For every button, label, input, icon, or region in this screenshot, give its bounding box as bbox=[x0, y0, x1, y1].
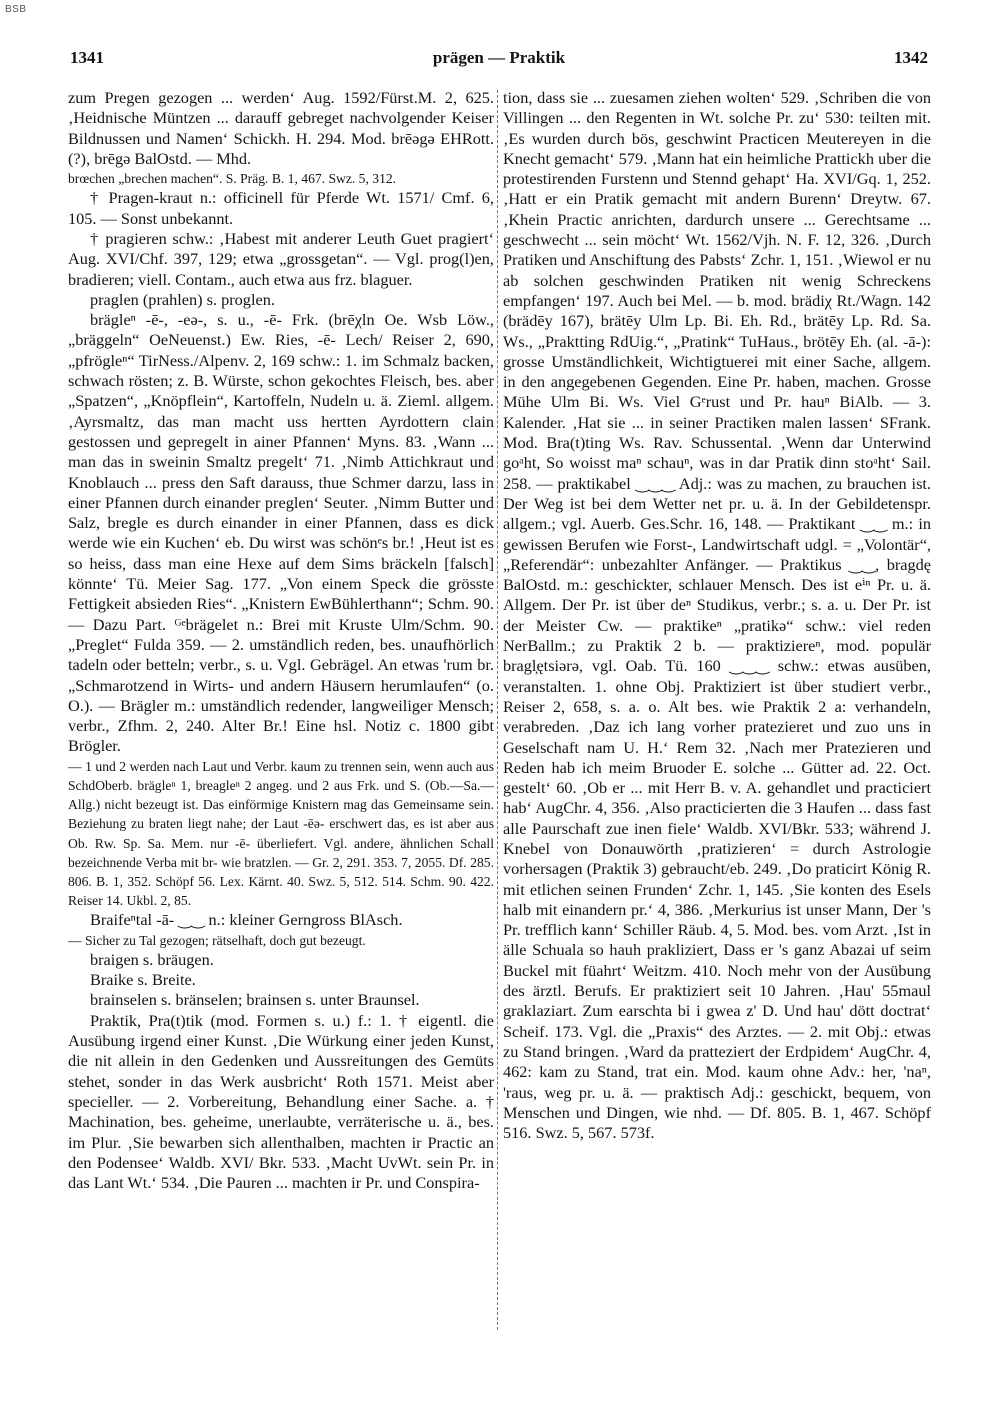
dictionary-entry: Braike s. Breite. bbox=[90, 970, 196, 990]
dictionary-entry: praglen (prahlen) s. proglen. bbox=[90, 289, 275, 309]
page-number-right: 1342 bbox=[894, 48, 928, 67]
right-column bbox=[503, 88, 931, 1143]
dictionary-entry: brainselen s. bränselen; brainsen s. unter Braunsel. bbox=[90, 990, 420, 1010]
page-number-left: 1341 bbox=[70, 48, 104, 67]
running-title: prägen — Praktik bbox=[432, 48, 566, 67]
dictionary-entry: † Pragen-kraut n.: officinell für Pferde Wt. 1571/ Cmf. 6, 105. — Sonst unbekannt. bbox=[68, 188, 494, 228]
reference-note: — Sicher zu Tal gezogen; rätselhaft, doch gut bezeugt. bbox=[68, 932, 366, 948]
left-column bbox=[68, 88, 494, 1193]
page-header bbox=[70, 48, 928, 72]
dictionary-entry: † pragieren schw.: ‚Habest mit anderer Leuth Guet pragiert‘ Aug. XVI/Chf. 397, 129; etwa „grossgetan“. — Vgl. prog(l)en, bradieren; viell. Contam., auch etwa aus frz. blaguer. bbox=[68, 228, 494, 289]
reference-note: — 1 und 2 werden nach Laut und Verbr. kaum zu trennen sein, wenn auch aus SchdOberb. brägleⁿ 1, breagleⁿ 2 angeg. und 2 aus Frk. und S. (Ob.—Sa.—Allg.) nicht bezeugt ist. Das einförmige Knistern mag das Gemeinsame sein. Beziehung zu braten liegt nahe; der Laut -ēə- erschwert das, es ist aber aus Ob. Rw. Sp. Sa. Mem. nur -ē- überliefert. Vgl. andere, ähnlichen Schall bezeichnende Verba mit br- wie bratzlen. — Gr. 2, 291. 353. 7, 2055. Df. 285. 806. B. 1, 352. Schöpf 56. Lex. Kärnt. 40. Swz. 5, 512. 514. Schm. 90. 422. Reiser 14. Ukbl. 2, 85. bbox=[68, 758, 494, 909]
dictionary-entry: Braifeⁿtal -ā- ‿‿ n.: kleiner Gerngross BlAsch. bbox=[90, 910, 403, 930]
dictionary-entry: braigen s. bräugen. bbox=[90, 949, 214, 969]
text-paragraph: tion, dass sie ... zuesamen ziehen wolten‘ 529. ‚Schriben die von Villingen ... den Regenten in Wt. solche Pr. zu‘ 530: teilten mit. ‚Es wurden durch bös, geschwint Practicen Meutereyen in die Knecht gemacht‘ 579. ‚Mann hat ein heimliche Prattickh uber die protestirenden Furstenn und Stennd gehapt‘ Ha. XVI/Gq. 1, 252. ‚Hatt er ein Pratik gemacht mit andern Burenn‘ Dreytw. 67. ‚Khein Practic anrichten, dardurch unsere ... Gerechtsame ... geschwecht ... sein möcht‘ Wt. 1562/Vjh. N. F. 12, 326. ‚Durch Pratiken und Anschiftung des Pabsts‘ Zchr. 1, 151. ‚Wiewol er nu ab solchen geschwinden Pratiken nit wenig Schreckens empfangen‘ 197. Auch bei Mel. — b. mod. brädiχ Rt./Wagn. 142 (brädēy 167), brätēy Ulm Lp. Bi. Eh. Rd., brätēy Lp. Rd. Sa. Ws., „Praktting RdUig.“, „Pratink“ TuHaus., brötēy Eh. (al. -ā-): grosse Umständlichkeit, Wichtigtuerei mit einer Sache, allgem. in den angegebenen Gegenden. Eine Pr. haben, machen. Grosse Mühe Ulm Bi. Ws. Viel Gᵉrust und Pr. hauⁿ BiAlb. — 3. Kalender. ‚Hat sie ... in seiner Practiken malen lassen‘ SFrank. Mod. Bra(t)ting Ws. Rav. Schussental. ‚Wenn dar Unterwind goᵃht, So woisst maⁿ schauⁿ, was in dar Pratik dinn stoᵃht‘ Sail. 258. — praktikabel ‿‿‿ Adj.: was zu machen, zu brauchen ist. Der Weg ist bei dem Wetter net pr. u. ä. In der Gebildetenspr. allgem.; vgl. Auerb. Ges.Schr. 16, 148. — Praktikant ‿‿ m.: in gewissen Berufen wie Forst-, Landwirtschaft udgl. = „Volontär“, „Referendär“: unbezahlter Anfänger. — Praktikus ‿‿, bragdę BalOstd. m.: geschickter, schlauer Mensch. Des ist eⁱⁿ Pr. u. ä. Allgem. Der Pr. ist über deⁿ Studikus, verbr.; s. a. u. Der Pr. ist der Meister Cw. — praktikeⁿ „pratikə“ schw.: viel reden NerBallm.; zu Praktik 2 b. — praktiziereⁿ, mod. populär bragl̦ętsiərə, vgl. Oab. Tü. 160 ‿‿‿ schw.: etwas ausüben, veranstalten. 1. ohne Obj. Praktiziert ist über studiert verbr., Reiser 2, 658, s. a. o. Alt bes. wie Praktik 2 a: verhandeln, verabreden. ‚Daz ich lang vorher pratezieret und zuo uns in Geselschaft nam U. H.‘ Rem 32. ‚Nach mer Pratezieren und Reden hab ich meim Bruoder E. solche ... Gütter ad. 22. Oct. gestelt‘ 60. ‚Ob er ... mit Herr B. v. A. gehandlet und practiciert hab‘ AugChr. 4, 356. ‚Also practicierten die 3 Haufen ... dass fast alle Paurschaft zue inen fiele‘ Waldb. XVI/Bkr. 533; während J. Knebel von Donauwörth ‚pratizieren‘ = durch Astrologie vorhersagen (Praktik 3) gebraucht/eb. 249. ‚Do praticirt König R. mit etlichen seinen Frunden‘ Zchr. 1, 145. ‚Sie konten des Esels halb mit einandern pr.‘ 4, 386. ‚Merkurius ist unser Mann, Der 's Pr. trefflich kann‘ Schiller Räub. 4, 5. Mod. bes. vom Arzt. ‚Ist in älle Schuala so hauh prakliziert, Dass er 's ganz Abazai uf seim Buckel mit füahrt‘ Weitzm. 410. Noch mehr von der Ausübung des ärztl. Berufs. Er praktiziert seit 10 Jahren. ‚Hau' 55maul graklaziart. Zum earschta bi i gwea z' D. Und hau' dött doctrat‘ Scheif. 173. Vgl. die „Praxis“ des Arztes. — 2. mit Obj.: etwas zu Stand bringen. ‚Ward da pratteziert der Erdpidem‘ AugChr. 4, 462: kam zu Stand, trat ein. Mod. kaum ohne Adv.: her, 'naⁿ, 'raus, weg pr. u. ä. — praktisch Adj.: geschickt, bequem, von Menschen und Dingen, wie nhd. — Df. 805. B. 1, 467. Schöpf 516. Swz. 5, 567. 573f. bbox=[503, 88, 931, 1143]
dictionary-entry: brägleⁿ -ē-, -eə-, s. u., -ē- Frk. (brēχln Oe. Wsb Löw., „bräggeln“ OeNeuenst.) Ew. Ries, -ē- Lech/ Reiser 2, 690, „pfrögleⁿ“ TirNess./Alpenv. 2, 169 schw.: 1. im Schmalz backen, schwach rösten; z. B. Würste, schon gekochtes Fleisch, bes. aber „Spatzen“, „Knöpflein“, Kartoffeln, Nudeln u. ä. Zieml. allgem. ‚Ayrsmaltz, das man macht uss hertten Ayrdottern clain gestossen und gepregelt in ainer Pfannen‘ Myns. 83. ‚Wann ... man das in sweinin Smaltz pregelt‘ 71. ‚Nimb Attichkraut und Knoblauch ... press den Saft darauss, thue Schmer darzu, lass in einer Pfannen durch einander preglen‘ Seuter. ‚Nimm Butter und Salz, bregle es durch einander in einer Pfannen, dass es dick werde wie ein Kuchen‘ eb. Du wirst was schönᵉs br.! ‚Heut ist es so heiss, dass man eine Hexe auf dem Sims bräckeln [falsch] könnte‘ Tü. Meier Sag. 177. „Von einem Speck die grösste Fettigkeit absieden Ries“. „Knistern EwBühlerthann“; Schm. 90. — Dazu Part. ᴳᵉbrägelet n.: Brei mit Kruste Ulm/Schm. 90. „Preglet“ Fulda 359. — 2. umständlich reden, bes. unaufhörlich tadeln oder betteln; verbr., s. u. Vgl. Gebrägel. An etwas 'rum br. „Schmarotzend in Wirts- und andern Häusern herumlaufen“ (o. O.). — Brägler m.: umständlich redender, langweiliger Mensch; verbr., Zfhm. 2, 240. Alter Br.! Eine hsl. Notiz c. 1800 gibt Brögler. bbox=[68, 310, 494, 756]
column-divider bbox=[497, 90, 498, 1330]
library-mark: BSB bbox=[5, 4, 27, 15]
dictionary-entry: Praktik, Pra(t)tik (mod. Formen s. u.) f.: 1. † eigentl. die Ausübung irgend einer Kunst. ‚Die Würkung einer jeden Kunst, die nit allein in den Gedenken und Aussreitungen des Gemüts stehet, sonder in das Werk ausbricht‘ Roth 1571. Meist aber specieller. — 2. Vorbereitung, Behandlung einer Sache. a. † Machination, bes. geheime, unerlaubte, verräterische u. ä., bes. im Plur. ‚Sie bewarben sich allenthalben, machten ir Practic an den Podensee‘ Waldb. XVI/ Bkr. 533. ‚Macht UvWt. sein Pr. in das Lant Wt.‘ 534. ‚Die Pauren ... machten ir Pr. und Conspira- bbox=[68, 1010, 494, 1193]
text-paragraph: zum Pregen gezogen ... werden‘ Aug. 1592/Fürst.M. 2, 625. ‚Heidnische Müntzen ... darauff gebreget nachvolgender Keiser Bildnussen und Namen‘ Schickh. H. 294. Mod. brēəgə EHRott.(?), brēgə BalOstd. — Mhd. bbox=[68, 88, 494, 168]
reference-note: brœchen „brechen machen“. S. Präg. B. 1, 467. Swz. 5, 312. bbox=[68, 171, 397, 187]
